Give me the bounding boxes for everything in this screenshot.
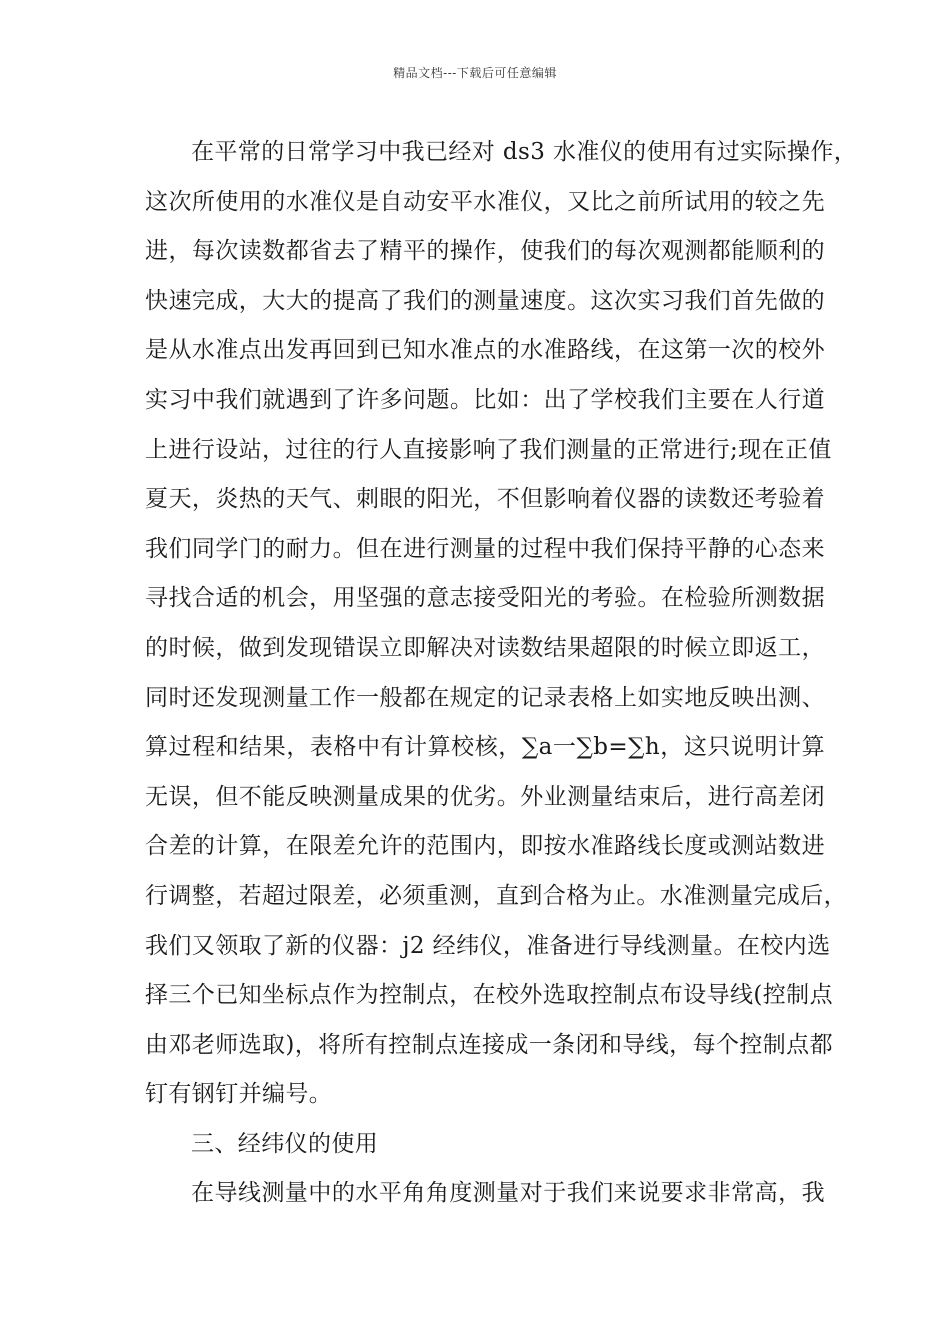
paragraph [145,1169,825,1219]
text-line: 是从水准点出发再回到已知水准点的水准路线，在这第一次的校外 [145,337,825,364]
text-line: 我们又领取了新的仪器：j2 经纬仪，准备进行导线测量。在校内选 [145,932,831,959]
text-line: 在平常的日常学习中我已经对 ds3 水准仪的使用有过实际操作， [191,139,858,165]
text-line: 寻找合适的机会，用坚强的意志接受阳光的考验。在检验所测数据 [145,585,825,612]
text-line: 合差的计算，在限差允许的范围内，即按水准路线长度或测站数进 [145,833,825,860]
text-line: 快速完成，大大的提高了我们的测量速度。这次实习我们首先做的 [145,287,825,314]
text-line: 进，每次读数都省去了精平的操作，使我们的每次观测都能顺利的 [145,238,825,265]
text-line: 夏天，炎热的天气、刺眼的阳光，不但影响着仪器的读数还考验着 [145,486,825,513]
text-line: 的时候，做到发现错误立即解决对读数结果超限的时候立即返工， [145,634,825,661]
section-heading: 三、经纬仪的使用 [191,1130,379,1157]
text-line: 在导线测量中的水平角角度测量对于我们来说要求非常高，我 [191,1180,825,1207]
text-line: 由邓老师选取)，将所有控制点连接成一条闭和导线，每个控制点都 [145,1031,833,1058]
text-line: 实习中我们就遇到了许多问题。比如：出了学校我们主要在人行道 [145,386,825,413]
paragraph [145,128,858,1120]
text-line: 择三个已知坐标点作为控制点，在校外选取控制点布设导线(控制点 [145,982,833,1009]
text-line: 上进行设站，过往的行人直接影响了我们测量的正常进行;现在正值 [145,436,832,463]
text-line: 算过程和结果，表格中有计算校核，∑a一∑b=∑h，这只说明计算 [145,734,825,761]
text-line: 无误，但不能反映测量成果的优劣。外业测量结束后，进行高差闭 [145,783,825,810]
text-line: 行调整，若超过限差，必须重测，直到合格为止。水准测量完成后， [145,882,847,909]
text-line: 同时还发现测量工作一般都在规定的记录表格上如实地反映出测、 [145,684,825,711]
page-header: 精品文档---下载后可任意编辑 [393,66,557,80]
document-body [145,128,858,1219]
text-line: 我们同学门的耐力。但在进行测量的过程中我们保持平静的心态来 [145,535,825,562]
text-line: 这次所使用的水准仪是自动安平水准仪，又比之前所试用的较之先 [145,188,825,215]
text-line: 钉有钢钉并编号。 [145,1081,333,1108]
